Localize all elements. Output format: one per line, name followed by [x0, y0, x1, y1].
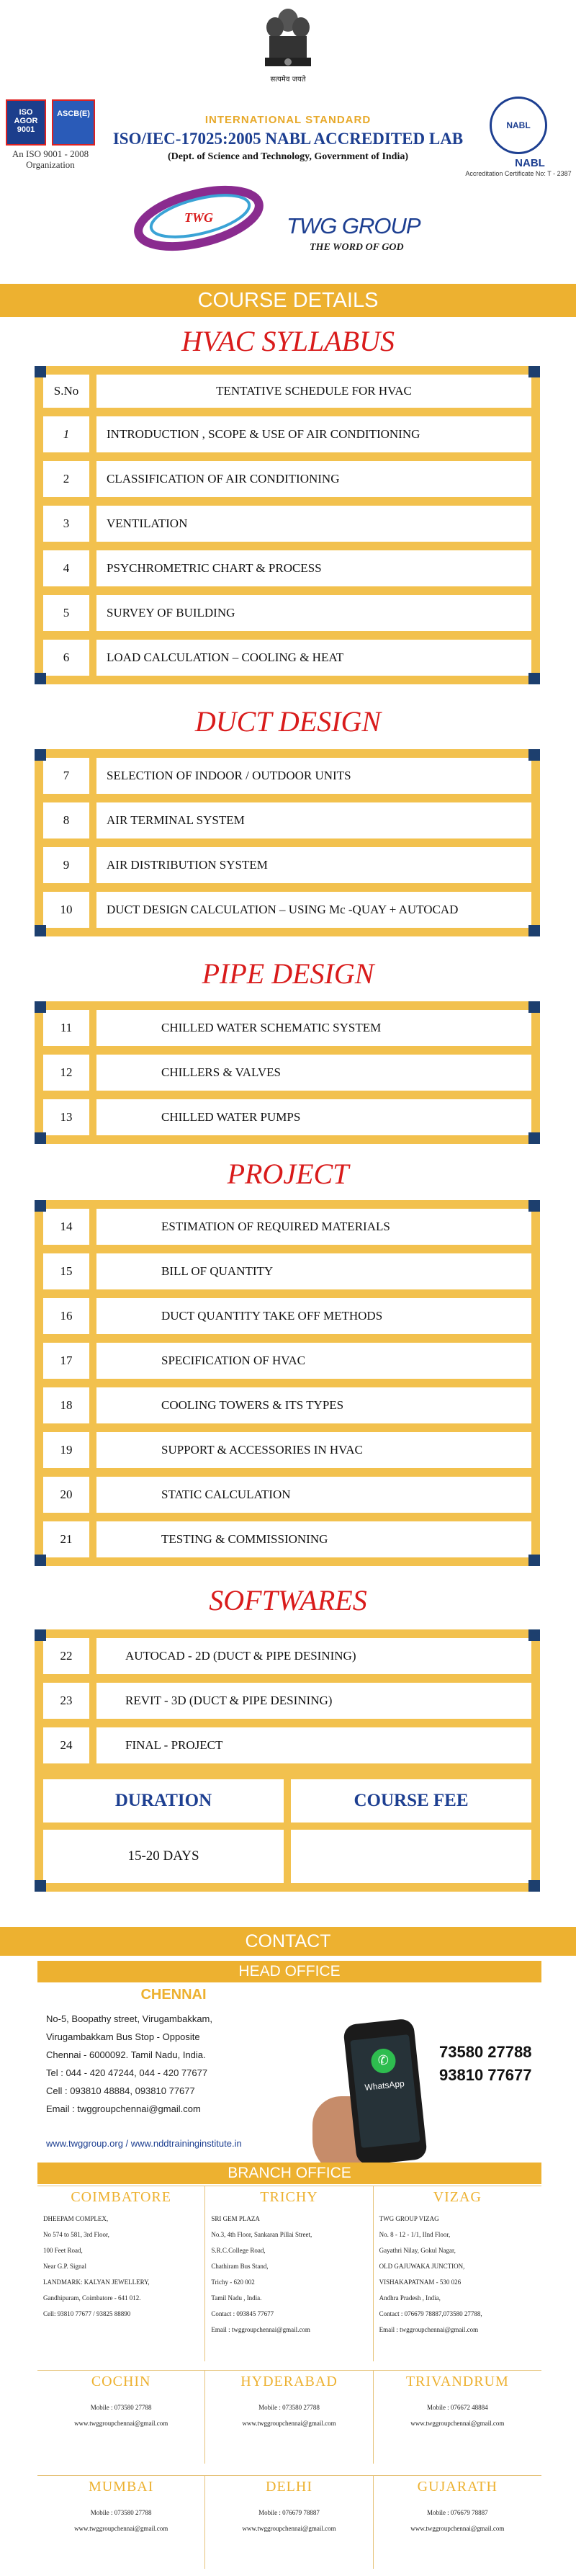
branch-line: Mobile : 073580 27788 — [90, 2509, 152, 2516]
row-topic: DUCT QUANTITY TAKE OFF METHODS — [161, 1309, 383, 1323]
head-office-bar: HEAD OFFICE — [37, 1961, 541, 1982]
branch-hyderabad — [205, 2371, 373, 2464]
branch-line: Cell: 93810 77677 / 93825 88890 — [43, 2310, 131, 2317]
nabl-certificate: Accreditation Certificate No: T - 2387 — [465, 170, 572, 177]
row-topic: DUCT DESIGN CALCULATION – USING Mc -QUAY + AUTOCAD — [107, 903, 459, 916]
row-number: 20 — [60, 1488, 73, 1501]
branch-row-main — [37, 2186, 541, 2361]
branch-line: Mobile : 076679 78887 — [258, 2509, 320, 2516]
project-table — [35, 1200, 540, 1566]
table-row — [43, 1521, 531, 1557]
branch-line: Email : twggroupchennai@gmail.com — [211, 2326, 310, 2333]
company-name: TWG GROUP — [287, 213, 420, 238]
row-topic: INTRODUCTION , SCOPE & USE OF AIR CONDITIONING — [107, 427, 420, 441]
branch-name: GUJARATH — [417, 2479, 498, 2495]
row-topic: AIR TERMINAL SYSTEM — [107, 813, 245, 827]
tel-line: Tel : 044 - 420 47244, 044 - 420 77677 — [46, 2067, 208, 2078]
pipe-design-title: PIPE DESIGN — [202, 957, 374, 990]
table-row — [43, 1209, 531, 1245]
branch-line: OLD GAJUWAKA JUNCTION, — [379, 2263, 465, 2270]
row-number: 16 — [60, 1309, 73, 1323]
ascb-badge: ASCB(E) — [52, 99, 95, 146]
row-topic: STATIC CALCULATION — [161, 1488, 291, 1501]
row-number: 22 — [60, 1649, 73, 1663]
row-topic: VENTILATION — [107, 516, 188, 530]
table-row — [43, 1055, 531, 1091]
branch-line: Chathiram Bus Stand, — [211, 2263, 269, 2270]
branch-line: DHEEPAM COMPLEX, — [43, 2215, 109, 2222]
table-row — [43, 1099, 531, 1135]
table-row — [43, 802, 531, 838]
row-topic: AUTOCAD - 2D (DUCT & PIPE DESINING) — [125, 1649, 356, 1663]
table-row — [43, 1010, 531, 1046]
branch-line: TWG GROUP VIZAG — [379, 2215, 439, 2222]
contact-bar: CONTACT — [0, 1927, 576, 1956]
branch-line: Gandhipuram, Coimbatore - 641 012. — [43, 2294, 141, 2302]
branch-name: VIZAG — [433, 2189, 482, 2205]
branch-line: Tamil Nadu , India. — [211, 2294, 262, 2302]
branch-name: HYDERABAD — [240, 2374, 338, 2389]
row-number: 12 — [60, 1065, 73, 1079]
branch-line: LANDMARK: KALYAN JEWELLERY, — [43, 2278, 150, 2286]
table-row — [43, 506, 531, 542]
row-number: 7 — [63, 769, 70, 782]
softwares-title: SOFTWARES — [209, 1584, 367, 1616]
website-links[interactable]: www.twggroup.org / www.nddtraininginstitute.in — [46, 2138, 242, 2149]
table-row — [43, 1387, 531, 1423]
branch-cochin — [37, 2371, 205, 2464]
row-number: 2 — [63, 472, 70, 486]
row-topic: COOLING TOWERS & ITS TYPES — [161, 1398, 344, 1412]
nabl-logo-label: NABL — [506, 120, 531, 130]
row-number: 6 — [63, 650, 70, 664]
row-topic: TESTING & COMMISSIONING — [161, 1532, 328, 1546]
course-fee-label: COURSE FEE — [291, 1779, 531, 1823]
branch-line: No.3, 4th Floor, Sankaran Pillai Street, — [211, 2231, 312, 2238]
phone-number-1[interactable]: 73580 27788 — [439, 2043, 532, 2061]
row-topic: CLASSIFICATION OF AIR CONDITIONING — [107, 472, 340, 486]
table-row — [43, 847, 531, 883]
duration-value: 15-20 DAYS — [43, 1830, 284, 1883]
branch-line: www.twggroupchennai@gmail.com — [410, 2525, 505, 2532]
phone-image — [343, 2018, 428, 2165]
row-topic: FINAL - PROJECT — [125, 1738, 223, 1752]
branch-mumbai — [37, 2476, 205, 2569]
row-topic: LOAD CALCULATION – COOLING & HEAT — [107, 650, 344, 664]
pipe-table — [35, 1001, 540, 1144]
emblem-caption: सत्यमेव जयते — [270, 76, 306, 84]
row-number: 9 — [63, 858, 70, 872]
email-line: Email : twggroupchennai@gmail.com — [46, 2103, 201, 2114]
address-line: No-5, Boopathy street, Virugambakkam, — [46, 2013, 212, 2024]
table-header-row — [43, 375, 531, 408]
address-line: Chennai - 6000092. Tamil Nadu, India. — [46, 2049, 206, 2060]
branch-line: Email : twggroupchennai@gmail.com — [379, 2326, 479, 2333]
row-topic: AIR DISTRIBUTION SYSTEM — [107, 858, 268, 872]
course-details-bar: COURSE DETAILS — [0, 284, 576, 317]
duct-design-title: DUCT DESIGN — [194, 705, 382, 738]
branch-delhi — [205, 2476, 373, 2569]
twg-logo-icon — [134, 179, 307, 258]
table-row — [43, 1683, 531, 1719]
branch-name: COIMBATORE — [71, 2189, 171, 2205]
address-line: Virugambakkam Bus Stop - Opposite — [46, 2031, 200, 2042]
branch-name: MUMBAI — [88, 2479, 154, 2495]
branch-line: www.twggroupchennai@gmail.com — [242, 2525, 336, 2532]
table-row — [43, 640, 531, 676]
row-number: 17 — [60, 1354, 73, 1367]
branch-line: www.twggroupchennai@gmail.com — [410, 2420, 505, 2427]
table-row — [43, 1298, 531, 1334]
branch-line: Gayathri Nilay, Gokul Nagar, — [379, 2247, 456, 2254]
phone-number-2[interactable]: 93810 77677 — [439, 2066, 532, 2084]
branch-line: S.R.C.College Road, — [211, 2247, 266, 2254]
twg-logo-mark: TWG — [184, 210, 213, 225]
branch-line: Andhra Pradesh , India, — [379, 2294, 441, 2302]
branch-name: TRIVANDRUM — [405, 2374, 509, 2389]
row-topic: SURVEY OF BUILDING — [107, 606, 235, 620]
row-number: 5 — [63, 606, 70, 620]
branch-line: Mobile : 076679 78887 — [426, 2509, 488, 2516]
row-number: 11 — [60, 1021, 73, 1034]
branch-line: www.twggroupchennai@gmail.com — [74, 2525, 168, 2532]
row-topic: CHILLERS & VALVES — [161, 1065, 281, 1079]
table-row — [43, 416, 531, 452]
branch-line: Contact : 076679 78887,073580 27788, — [379, 2310, 482, 2317]
project-title: PROJECT — [227, 1158, 349, 1190]
branch-trichy — [205, 2186, 373, 2361]
iso-caption: An ISO 9001 - 2008 Organization — [12, 148, 89, 170]
row-topic: SPECIFICATION OF HVAC — [161, 1354, 305, 1367]
branch-line: Contact : 093845 77677 — [211, 2310, 274, 2317]
company-tagline: THE WORD OF GOD — [310, 242, 404, 253]
softwares-table — [35, 1629, 540, 1772]
branch-office-bar: BRANCH OFFICE — [37, 2163, 541, 2184]
duration-fee-box — [35, 1771, 540, 1892]
row-number: 18 — [60, 1398, 73, 1412]
row-number: 23 — [60, 1694, 73, 1707]
branch-line: No 574 to 581, 3rd Floor, — [43, 2231, 109, 2238]
row-number: 24 — [60, 1738, 73, 1752]
table-row — [43, 1477, 531, 1513]
branch-name: DELHI — [266, 2479, 312, 2495]
table-row — [43, 1638, 531, 1674]
nabl-label: NABL — [515, 157, 545, 169]
branch-line: Mobile : 073580 27788 — [258, 2404, 320, 2411]
branch-vizag — [374, 2186, 541, 2361]
row-topic: SELECTION OF INDOOR / OUTDOOR UNITS — [107, 769, 351, 782]
row-topic: REVIT - 3D (DUCT & PIPE DESINING) — [125, 1694, 333, 1707]
schedule-header: TENTATIVE SCHEDULE FOR HVAC — [216, 384, 412, 398]
duct-table — [35, 749, 540, 936]
row-number: 8 — [63, 813, 70, 827]
row-topic: SUPPORT & ACCESSORIES IN HVAC — [161, 1443, 363, 1457]
table-row — [43, 461, 531, 497]
chennai-title: CHENNAI — [140, 1987, 207, 2003]
row-number: 13 — [60, 1110, 73, 1124]
row-number: 19 — [60, 1443, 73, 1457]
row-number: 15 — [60, 1264, 73, 1278]
branch-line: Mobile : 076672 48884 — [426, 2404, 488, 2411]
sno-header: S.No — [53, 384, 79, 398]
table-row — [43, 1727, 531, 1763]
branch-row-3 — [37, 2475, 541, 2569]
branch-name: TRICHY — [260, 2189, 318, 2205]
row-number: 1 — [63, 427, 70, 441]
hvac-syllabus-title: HVAC SYLLABUS — [181, 325, 395, 357]
row-topic: ESTIMATION OF REQUIRED MATERIALS — [161, 1220, 390, 1233]
hvac-table — [35, 366, 540, 684]
table-row — [43, 1432, 531, 1468]
table-row — [43, 1343, 531, 1379]
row-number: 4 — [63, 561, 70, 575]
table-row — [43, 595, 531, 631]
row-topic: BILL OF QUANTITY — [161, 1264, 274, 1278]
course-fee-value — [291, 1830, 531, 1883]
table-row — [43, 1253, 531, 1289]
row-number: 10 — [60, 903, 73, 916]
cell-line: Cell : 093810 48884, 093810 77677 — [46, 2085, 195, 2096]
international-standard: INTERNATIONAL STANDARD — [204, 114, 372, 126]
duration-label: DURATION — [43, 1779, 284, 1823]
row-topic: CHILLED WATER SCHEMATIC SYSTEM — [161, 1021, 382, 1034]
accreditation-title: ISO/IEC-17025:2005 NABL ACCREDITED LAB — [112, 130, 464, 148]
iso-agor-badge: ISO AGOR 9001 — [6, 99, 46, 146]
branch-line: Mobile : 073580 27788 — [90, 2404, 152, 2411]
national-emblem — [259, 4, 317, 89]
table-row — [43, 758, 531, 794]
branch-line: www.twggroupchennai@gmail.com — [242, 2420, 336, 2427]
row-topic: CHILLED WATER PUMPS — [161, 1110, 301, 1124]
whatsapp-icon: ✆ — [370, 2047, 397, 2074]
row-number: 21 — [60, 1532, 73, 1546]
row-topic: PSYCHROMETRIC CHART & PROCESS — [107, 561, 322, 575]
branch-coimbatore — [37, 2186, 205, 2361]
branch-trivandrum — [374, 2371, 541, 2464]
branch-line: www.twggroupchennai@gmail.com — [74, 2420, 168, 2427]
branch-line: SRI GEM PLAZA — [211, 2215, 260, 2222]
branch-line: VISHAKAPATNAM - 530 026 — [379, 2278, 462, 2286]
table-row — [43, 550, 531, 586]
row-number: 14 — [60, 1220, 73, 1233]
whatsapp-label: WhatsApp — [364, 2078, 405, 2093]
branch-line: Trichy - 620 002 — [211, 2278, 255, 2286]
branch-row-2 — [37, 2370, 541, 2464]
branch-line: 100 Feet Road, — [43, 2247, 83, 2254]
branch-gujarath — [374, 2476, 541, 2569]
branch-line: Near G.P. Signal — [43, 2263, 86, 2270]
branch-line: No. 8 - 12 - 1/1, IInd Floor, — [379, 2231, 451, 2238]
branch-name: COCHIN — [91, 2374, 151, 2389]
row-number: 3 — [63, 516, 70, 530]
chennai-address — [46, 2010, 327, 2118]
table-row — [43, 892, 531, 928]
department-text: (Dept. of Science and Technology, Government of India) — [167, 151, 409, 162]
nabl-logo-icon — [490, 97, 547, 154]
